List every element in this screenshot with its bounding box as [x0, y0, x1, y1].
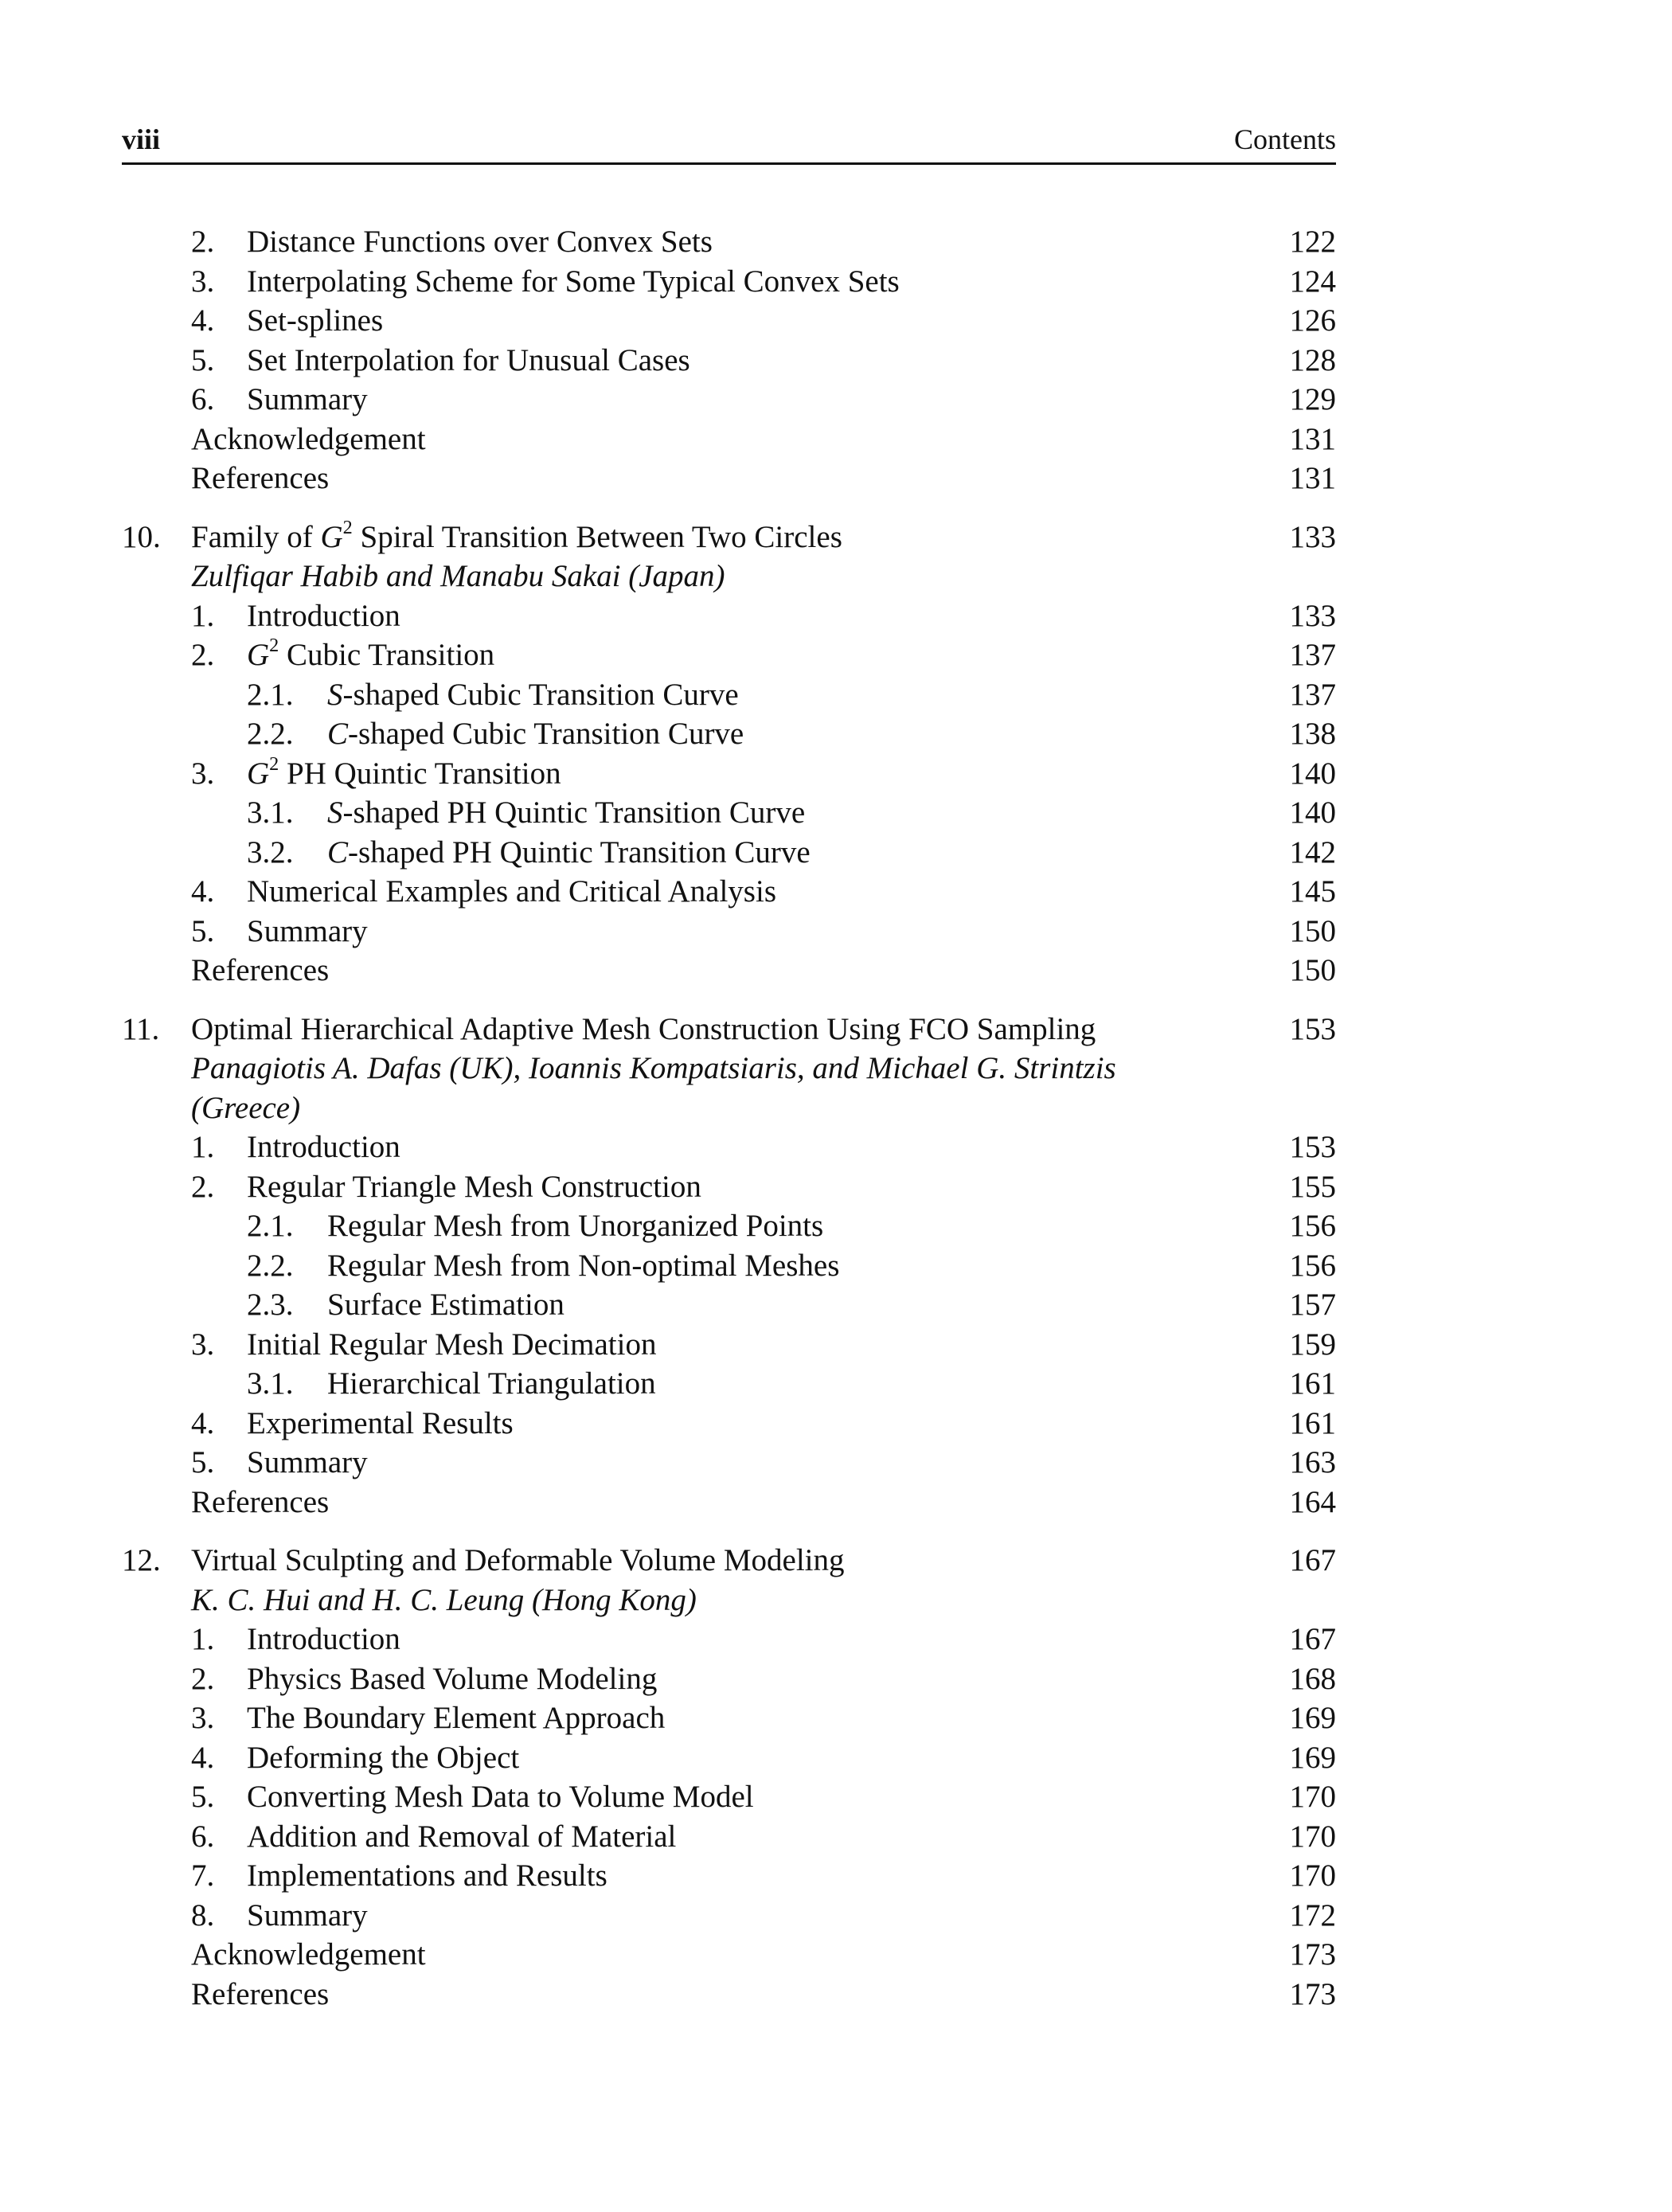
toc-entry[interactable]	[122, 1698, 1336, 1738]
toc-entry[interactable]	[122, 1896, 1336, 1936]
page-ref: 128	[1289, 342, 1336, 377]
page-ref: 150	[1289, 913, 1336, 948]
page-ref: 173	[1289, 1937, 1336, 1972]
page-ref: 131	[1289, 461, 1336, 495]
toc-entry[interactable]	[122, 1483, 1336, 1522]
section-title	[247, 635, 494, 675]
section-number: 3.1.	[247, 1366, 294, 1401]
math-variable: G	[320, 519, 343, 554]
section-title: Summary	[247, 1897, 368, 1933]
page-ref: 170	[1289, 1858, 1336, 1893]
section-title: Regular Mesh from Unorganized Points	[327, 1209, 824, 1243]
page-ref: 172	[1289, 1897, 1336, 1933]
section-number: 6.	[191, 382, 215, 416]
page-number: viii	[122, 123, 161, 155]
section-title: Acknowledgement	[191, 421, 426, 456]
math-variable: C	[327, 717, 349, 751]
chapter-title	[191, 518, 842, 557]
page-ref: 122	[1289, 225, 1336, 259]
section-title	[327, 833, 811, 873]
section-number: 3.	[191, 756, 215, 791]
chapter-number: 11.	[122, 1011, 160, 1046]
page-ref: 129	[1289, 382, 1336, 416]
section-number: 2.	[191, 1661, 215, 1696]
toc-entry[interactable]	[122, 1325, 1336, 1365]
section-number: 2.1.	[247, 1209, 294, 1243]
page-ref: 156	[1289, 1248, 1336, 1283]
toc-entry[interactable]	[122, 1127, 1336, 1167]
chapter-heading[interactable]	[122, 518, 1336, 557]
toc-entry[interactable]	[122, 714, 1336, 754]
toc-entry[interactable]	[122, 301, 1336, 341]
chapter-authors	[122, 1088, 1336, 1128]
page-ref: 159	[1289, 1327, 1336, 1362]
chapter-authors	[122, 1581, 1336, 1620]
toc-entry[interactable]	[122, 222, 1336, 262]
page-ref: 153	[1289, 1011, 1336, 1046]
chapter-title: Optimal Hierarchical Adaptive Mesh Construction Using FCO Sampling	[191, 1011, 1096, 1046]
chapter-authors	[122, 557, 1336, 596]
page-ref: 140	[1289, 756, 1336, 791]
section-title: The Boundary Element Approach	[247, 1701, 666, 1735]
section-title: Introduction	[247, 1622, 400, 1656]
toc-entry[interactable]	[122, 754, 1336, 794]
toc-entry[interactable]	[122, 1659, 1336, 1699]
section-title: Interpolating Scheme for Some Typical Convex Sets	[247, 264, 900, 299]
chapter-authors	[122, 1049, 1336, 1088]
toc-entry[interactable]	[122, 1975, 1336, 2015]
page-ref: 142	[1289, 834, 1336, 870]
toc-entry[interactable]	[122, 1206, 1336, 1246]
section-title-text: PH Quintic Transition	[279, 756, 561, 791]
running-title: Contents	[1233, 123, 1336, 155]
superscript: 2	[269, 635, 279, 657]
section-title: References	[191, 1484, 330, 1519]
section-title: Acknowledgement	[191, 1937, 426, 1972]
section-number: 3.1.	[247, 795, 294, 830]
section-title: Regular Triangle Mesh Construction	[247, 1169, 701, 1204]
section-title: References	[191, 1976, 330, 2011]
section-title	[327, 714, 744, 754]
section-title: Surface Estimation	[327, 1288, 564, 1322]
page-ref: 161	[1289, 1366, 1336, 1401]
page-ref: 133	[1289, 598, 1336, 633]
section-number: 3.	[191, 1327, 215, 1362]
table-of-contents	[122, 222, 1336, 2014]
page-ref: 137	[1289, 638, 1336, 672]
page-ref: 169	[1289, 1740, 1336, 1775]
section-number: 4.	[191, 303, 215, 338]
section-title: Set-splines	[247, 303, 384, 338]
toc-entry[interactable]	[122, 793, 1336, 833]
toc-entry[interactable]	[122, 1364, 1336, 1404]
section-title-text: -shaped Cubic Transition Curve	[342, 677, 739, 712]
section-title: Introduction	[247, 1130, 400, 1164]
section-title: References	[191, 953, 330, 987]
page-ref: 169	[1289, 1701, 1336, 1735]
section-number: 3.	[191, 264, 215, 299]
section-title: Set Interpolation for Unusual Cases	[247, 342, 690, 377]
chapter-number: 10.	[122, 519, 161, 554]
page-ref: 167	[1289, 1622, 1336, 1656]
section-number: 4.	[191, 874, 215, 909]
section-title: Hierarchical Triangulation	[327, 1366, 656, 1401]
math-variable: S	[327, 795, 343, 830]
section-number: 5.	[191, 342, 215, 377]
toc-entry[interactable]	[122, 1856, 1336, 1896]
section-title-text: -shaped PH Quintic Transition Curve	[342, 795, 806, 830]
page-ref: 140	[1289, 795, 1336, 830]
toc-entry[interactable]	[122, 1738, 1336, 1778]
section-title: Physics Based Volume Modeling	[247, 1661, 658, 1696]
section-number: 6.	[191, 1819, 215, 1854]
page-ref: 168	[1289, 1661, 1336, 1696]
section-title-text: Cubic Transition	[279, 638, 495, 672]
section-number: 2.2.	[247, 717, 294, 751]
section-title: Experimental Results	[247, 1405, 514, 1440]
page-ref: 170	[1289, 1780, 1336, 1814]
section-title: Distance Functions over Convex Sets	[247, 225, 713, 259]
toc-entry[interactable]	[122, 380, 1336, 420]
superscript: 2	[342, 516, 353, 538]
toc-entry[interactable]	[122, 1620, 1336, 1659]
section-number: 1.	[191, 598, 215, 633]
section-title: Regular Mesh from Non-optimal Meshes	[327, 1248, 840, 1283]
section-number: 2.	[191, 638, 215, 672]
math-variable: C	[327, 834, 349, 870]
toc-entry[interactable]	[122, 1443, 1336, 1483]
section-title: Implementations and Results	[247, 1858, 607, 1893]
page-ref: 164	[1289, 1484, 1336, 1519]
section-title: Summary	[247, 382, 368, 416]
toc-entry[interactable]	[122, 912, 1336, 952]
section-title-text: -shaped PH Quintic Transition Curve	[348, 834, 811, 870]
math-variable: G	[247, 638, 270, 672]
section-number: 1.	[191, 1130, 215, 1164]
section-title	[247, 754, 561, 794]
section-number: 1.	[191, 1622, 215, 1656]
toc-entry[interactable]	[122, 1777, 1336, 1817]
section-number: 7.	[191, 1858, 215, 1893]
section-number: 4.	[191, 1740, 215, 1775]
page-header	[122, 119, 1336, 165]
chapter-title-text: Spiral Transition Between Two Circles	[352, 519, 842, 554]
chapter-number: 12.	[122, 1543, 161, 1577]
toc-entry[interactable]	[122, 420, 1336, 459]
page-ref: 170	[1289, 1819, 1336, 1854]
page-ref: 173	[1289, 1976, 1336, 2011]
toc-entry[interactable]	[122, 635, 1336, 675]
section-title: Summary	[247, 913, 368, 948]
page-ref: 131	[1289, 421, 1336, 456]
toc-entry[interactable]	[122, 596, 1336, 636]
toc-entry[interactable]	[122, 1167, 1336, 1207]
toc-entry[interactable]	[122, 1935, 1336, 1975]
chapter-title: Virtual Sculpting and Deformable Volume Modeling	[191, 1543, 845, 1577]
page-ref: 163	[1289, 1445, 1336, 1479]
page-ref: 161	[1289, 1405, 1336, 1440]
section-title: Converting Mesh Data to Volume Model	[247, 1780, 754, 1814]
page-ref: 133	[1289, 519, 1336, 554]
page-ref: 153	[1289, 1130, 1336, 1164]
section-title	[327, 675, 739, 715]
page-ref: 145	[1289, 874, 1336, 909]
toc-entry[interactable]	[122, 1404, 1336, 1444]
page-ref: 157	[1289, 1288, 1336, 1322]
author-line: K. C. Hui and H. C. Leung (Hong Kong)	[191, 1582, 697, 1617]
section-title	[327, 793, 805, 833]
page-ref: 155	[1289, 1169, 1336, 1204]
section-title: Initial Regular Mesh Decimation	[247, 1327, 657, 1362]
section-number: 2.1.	[247, 677, 294, 712]
section-number: 3.	[191, 1701, 215, 1735]
toc-entry[interactable]	[122, 951, 1336, 991]
section-number: 2.3.	[247, 1288, 294, 1322]
math-variable: S	[327, 677, 343, 712]
superscript: 2	[269, 752, 279, 775]
section-title: Summary	[247, 1445, 368, 1479]
math-variable: G	[247, 756, 270, 791]
section-title: Introduction	[247, 598, 400, 633]
toc-entry[interactable]	[122, 459, 1336, 498]
toc-entry[interactable]	[122, 341, 1336, 381]
chapter-heading[interactable]	[122, 1010, 1336, 1049]
toc-entry[interactable]	[122, 1817, 1336, 1857]
section-number: 3.2.	[247, 834, 294, 870]
page-ref: 126	[1289, 303, 1336, 338]
section-title: Deforming the Object	[247, 1740, 520, 1775]
toc-entry[interactable]	[122, 262, 1336, 302]
chapter-title-text: Family of	[191, 519, 321, 554]
section-number: 2.2.	[247, 1248, 294, 1283]
page-ref: 150	[1289, 953, 1336, 987]
section-title: Addition and Removal of Material	[247, 1819, 677, 1854]
section-title: References	[191, 461, 330, 495]
page-ref: 156	[1289, 1209, 1336, 1243]
toc-entry[interactable]	[122, 675, 1336, 715]
section-number: 4.	[191, 1405, 215, 1440]
toc-entry[interactable]	[122, 872, 1336, 912]
section-number: 5.	[191, 1780, 215, 1814]
page-ref: 124	[1289, 264, 1336, 299]
author-line: Panagiotis A. Dafas (UK), Ioannis Kompatsiaris, and Michael G. Strintzis	[191, 1051, 1116, 1085]
author-line: (Greece)	[191, 1090, 301, 1125]
section-title-text: -shaped Cubic Transition Curve	[348, 717, 744, 751]
toc-entry[interactable]	[122, 1246, 1336, 1286]
chapter-heading[interactable]	[122, 1541, 1336, 1581]
author-line: Zulfiqar Habib and Manabu Sakai (Japan)	[191, 559, 725, 593]
section-number: 2.	[191, 1169, 215, 1204]
page-ref: 137	[1289, 677, 1336, 712]
toc-entry[interactable]	[122, 833, 1336, 873]
section-number: 8.	[191, 1897, 215, 1933]
page-ref: 167	[1289, 1543, 1336, 1577]
section-number: 5.	[191, 1445, 215, 1479]
section-number: 2.	[191, 225, 215, 259]
page-ref: 138	[1289, 717, 1336, 751]
section-number: 5.	[191, 913, 215, 948]
toc-entry[interactable]	[122, 1285, 1336, 1325]
section-title: Numerical Examples and Critical Analysis	[247, 874, 776, 909]
